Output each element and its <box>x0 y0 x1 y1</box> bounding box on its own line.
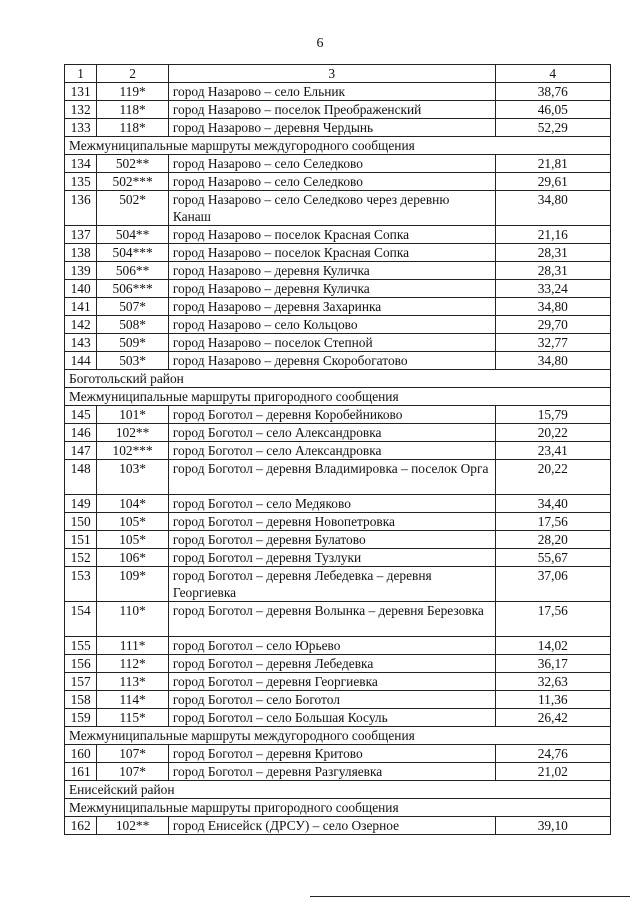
section-heading: Боготольский район <box>65 370 611 388</box>
value-cell: 15,79 <box>495 406 610 424</box>
row-number-cell: 136 <box>65 191 97 226</box>
route-description-cell: город Боготол – село Боготол <box>168 691 495 709</box>
route-description-cell: город Назарово – поселок Преображенский <box>168 101 495 119</box>
table-row <box>65 155 611 173</box>
table-row <box>65 602 611 637</box>
section-heading-row <box>65 388 611 406</box>
value-cell: 24,76 <box>495 745 610 763</box>
route-number-cell: 106* <box>97 549 169 567</box>
section-heading-row <box>65 781 611 799</box>
route-number-cell: 118* <box>97 101 169 119</box>
row-number-cell: 150 <box>65 513 97 531</box>
value-cell: 28,20 <box>495 531 610 549</box>
row-number-cell: 148 <box>65 460 97 495</box>
row-number-cell: 153 <box>65 567 97 602</box>
row-number-cell: 147 <box>65 442 97 460</box>
table-row <box>65 549 611 567</box>
value-cell: 34,40 <box>495 495 610 513</box>
route-number-cell: 504*** <box>97 244 169 262</box>
route-description-cell: город Назарово – поселок Красная Сопка <box>168 244 495 262</box>
routes-table <box>64 64 611 835</box>
route-description-cell: город Боготол – деревня Лебедевка <box>168 655 495 673</box>
table-row <box>65 567 611 602</box>
route-number-cell: 506** <box>97 262 169 280</box>
route-description-cell: город Назарово – деревня Чердынь <box>168 119 495 137</box>
route-number-cell: 111* <box>97 637 169 655</box>
table-row <box>65 495 611 513</box>
route-number-cell: 110* <box>97 602 169 637</box>
row-number-cell: 142 <box>65 316 97 334</box>
section-heading: Межмуниципальные маршруты пригородного сообщения <box>65 799 611 817</box>
table-row <box>65 745 611 763</box>
table-row <box>65 442 611 460</box>
table-row <box>65 244 611 262</box>
table-row <box>65 191 611 226</box>
route-description-cell: город Боготол – деревня Критово <box>168 745 495 763</box>
table-row <box>65 352 611 370</box>
table-row <box>65 101 611 119</box>
row-number-cell: 154 <box>65 602 97 637</box>
table-row <box>65 691 611 709</box>
value-cell: 52,29 <box>495 119 610 137</box>
route-description-cell: город Назарово – село Селедково через деревню Канаш <box>168 191 495 226</box>
value-cell: 21,16 <box>495 226 610 244</box>
route-description-cell: город Боготол – село Большая Косуль <box>168 709 495 727</box>
column-header: 1 <box>65 65 97 83</box>
page-number: 6 <box>316 36 324 51</box>
table-row <box>65 424 611 442</box>
row-number-cell: 137 <box>65 226 97 244</box>
row-number-cell: 162 <box>65 817 97 835</box>
value-cell: 17,56 <box>495 513 610 531</box>
section-heading-row <box>65 370 611 388</box>
row-number-cell: 132 <box>65 101 97 119</box>
value-cell: 26,42 <box>495 709 610 727</box>
table-row <box>65 280 611 298</box>
route-description-cell: город Назарово – село Селедково <box>168 173 495 191</box>
route-number-cell: 506*** <box>97 280 169 298</box>
row-number-cell: 134 <box>65 155 97 173</box>
row-number-cell: 139 <box>65 262 97 280</box>
row-number-cell: 158 <box>65 691 97 709</box>
route-description-cell: город Боготол – деревня Волынка – деревня Березовка <box>168 602 495 637</box>
table-row <box>65 173 611 191</box>
route-number-cell: 507* <box>97 298 169 316</box>
route-description-cell: город Назарово – деревня Захаринка <box>168 298 495 316</box>
row-number-cell: 145 <box>65 406 97 424</box>
route-description-cell: город Назарово – село Кольцово <box>168 316 495 334</box>
section-heading: Межмуниципальные маршруты пригородного сообщения <box>65 388 611 406</box>
table-row <box>65 655 611 673</box>
column-header: 2 <box>97 65 169 83</box>
route-description-cell: город Боготол – село Александровка <box>168 424 495 442</box>
route-description-cell: город Боготол – село Александровка <box>168 442 495 460</box>
table-row <box>65 763 611 781</box>
row-number-cell: 152 <box>65 549 97 567</box>
route-description-cell: город Назарово – село Ельник <box>168 83 495 101</box>
bottom-rule <box>310 896 630 897</box>
value-cell: 34,80 <box>495 191 610 226</box>
route-description-cell: город Назарово – деревня Куличка <box>168 262 495 280</box>
route-description-cell: город Боготол – деревня Новопетровка <box>168 513 495 531</box>
value-cell: 32,77 <box>495 334 610 352</box>
route-description-cell: город Боготол – деревня Разгуляевка <box>168 763 495 781</box>
value-cell: 55,67 <box>495 549 610 567</box>
value-cell: 11,36 <box>495 691 610 709</box>
route-number-cell: 502*** <box>97 173 169 191</box>
row-number-cell: 160 <box>65 745 97 763</box>
route-number-cell: 502** <box>97 155 169 173</box>
value-cell: 37,06 <box>495 567 610 602</box>
column-header: 4 <box>495 65 610 83</box>
route-description-cell: город Боготол – деревня Георгиевка <box>168 673 495 691</box>
row-number-cell: 149 <box>65 495 97 513</box>
row-number-cell: 133 <box>65 119 97 137</box>
column-header: 3 <box>168 65 495 83</box>
route-number-cell: 119* <box>97 83 169 101</box>
value-cell: 28,31 <box>495 244 610 262</box>
table-row <box>65 406 611 424</box>
table-row <box>65 460 611 495</box>
value-cell: 21,02 <box>495 763 610 781</box>
route-description-cell: город Назарово – деревня Скоробогатово <box>168 352 495 370</box>
value-cell: 38,76 <box>495 83 610 101</box>
row-number-cell: 140 <box>65 280 97 298</box>
value-cell: 23,41 <box>495 442 610 460</box>
route-number-cell: 109* <box>97 567 169 602</box>
table-row <box>65 262 611 280</box>
route-number-cell: 112* <box>97 655 169 673</box>
route-number-cell: 118* <box>97 119 169 137</box>
table-row <box>65 709 611 727</box>
row-number-cell: 156 <box>65 655 97 673</box>
route-number-cell: 502* <box>97 191 169 226</box>
table-row <box>65 513 611 531</box>
table-row <box>65 316 611 334</box>
row-number-cell: 144 <box>65 352 97 370</box>
route-number-cell: 105* <box>97 531 169 549</box>
row-number-cell: 141 <box>65 298 97 316</box>
route-number-cell: 102** <box>97 424 169 442</box>
route-number-cell: 107* <box>97 745 169 763</box>
value-cell: 36,17 <box>495 655 610 673</box>
value-cell: 34,80 <box>495 298 610 316</box>
table-row <box>65 298 611 316</box>
value-cell: 29,61 <box>495 173 610 191</box>
section-heading-row <box>65 727 611 745</box>
table-row <box>65 119 611 137</box>
section-heading: Енисейский район <box>65 781 611 799</box>
route-number-cell: 104* <box>97 495 169 513</box>
route-description-cell: город Боготол – село Юрьево <box>168 637 495 655</box>
row-number-cell: 155 <box>65 637 97 655</box>
table-header-row <box>65 65 611 83</box>
route-description-cell: город Назарово – поселок Красная Сопка <box>168 226 495 244</box>
route-description-cell: город Боготол – деревня Булатово <box>168 531 495 549</box>
row-number-cell: 143 <box>65 334 97 352</box>
route-number-cell: 114* <box>97 691 169 709</box>
value-cell: 21,81 <box>495 155 610 173</box>
table-row <box>65 334 611 352</box>
row-number-cell: 146 <box>65 424 97 442</box>
value-cell: 17,56 <box>495 602 610 637</box>
value-cell: 39,10 <box>495 817 610 835</box>
value-cell: 34,80 <box>495 352 610 370</box>
table-row <box>65 817 611 835</box>
value-cell: 32,63 <box>495 673 610 691</box>
row-number-cell: 135 <box>65 173 97 191</box>
table-row <box>65 673 611 691</box>
route-description-cell: город Боготол – село Медяково <box>168 495 495 513</box>
table-row <box>65 226 611 244</box>
route-description-cell: город Назарово – поселок Степной <box>168 334 495 352</box>
value-cell: 20,22 <box>495 424 610 442</box>
route-description-cell: город Боготол – деревня Лебедевка – деревня Георгиевка <box>168 567 495 602</box>
value-cell: 14,02 <box>495 637 610 655</box>
route-description-cell: город Назарово – село Селедково <box>168 155 495 173</box>
section-heading: Межмуниципальные маршруты междугородного сообщения <box>65 727 611 745</box>
value-cell: 20,22 <box>495 460 610 495</box>
route-number-cell: 103* <box>97 460 169 495</box>
row-number-cell: 157 <box>65 673 97 691</box>
route-description-cell: город Боготол – деревня Владимировка – поселок Орга <box>168 460 495 495</box>
route-number-cell: 101* <box>97 406 169 424</box>
row-number-cell: 138 <box>65 244 97 262</box>
route-number-cell: 113* <box>97 673 169 691</box>
row-number-cell: 159 <box>65 709 97 727</box>
route-number-cell: 508* <box>97 316 169 334</box>
value-cell: 28,31 <box>495 262 610 280</box>
row-number-cell: 151 <box>65 531 97 549</box>
route-number-cell: 102** <box>97 817 169 835</box>
table-row <box>65 637 611 655</box>
route-number-cell: 504** <box>97 226 169 244</box>
row-number-cell: 131 <box>65 83 97 101</box>
route-number-cell: 107* <box>97 763 169 781</box>
table-body <box>65 83 611 835</box>
route-description-cell: город Боготол – деревня Тузлуки <box>168 549 495 567</box>
value-cell: 46,05 <box>495 101 610 119</box>
table-row <box>65 531 611 549</box>
route-number-cell: 102*** <box>97 442 169 460</box>
value-cell: 29,70 <box>495 316 610 334</box>
route-number-cell: 115* <box>97 709 169 727</box>
route-description-cell: город Енисейск (ДРСУ) – село Озерное <box>168 817 495 835</box>
section-heading-row <box>65 137 611 155</box>
table-row <box>65 83 611 101</box>
row-number-cell: 161 <box>65 763 97 781</box>
section-heading: Межмуниципальные маршруты междугородного сообщения <box>65 137 611 155</box>
route-number-cell: 509* <box>97 334 169 352</box>
section-heading-row <box>65 799 611 817</box>
route-description-cell: город Назарово – деревня Куличка <box>168 280 495 298</box>
route-number-cell: 105* <box>97 513 169 531</box>
route-description-cell: город Боготол – деревня Коробейниково <box>168 406 495 424</box>
route-number-cell: 503* <box>97 352 169 370</box>
value-cell: 33,24 <box>495 280 610 298</box>
